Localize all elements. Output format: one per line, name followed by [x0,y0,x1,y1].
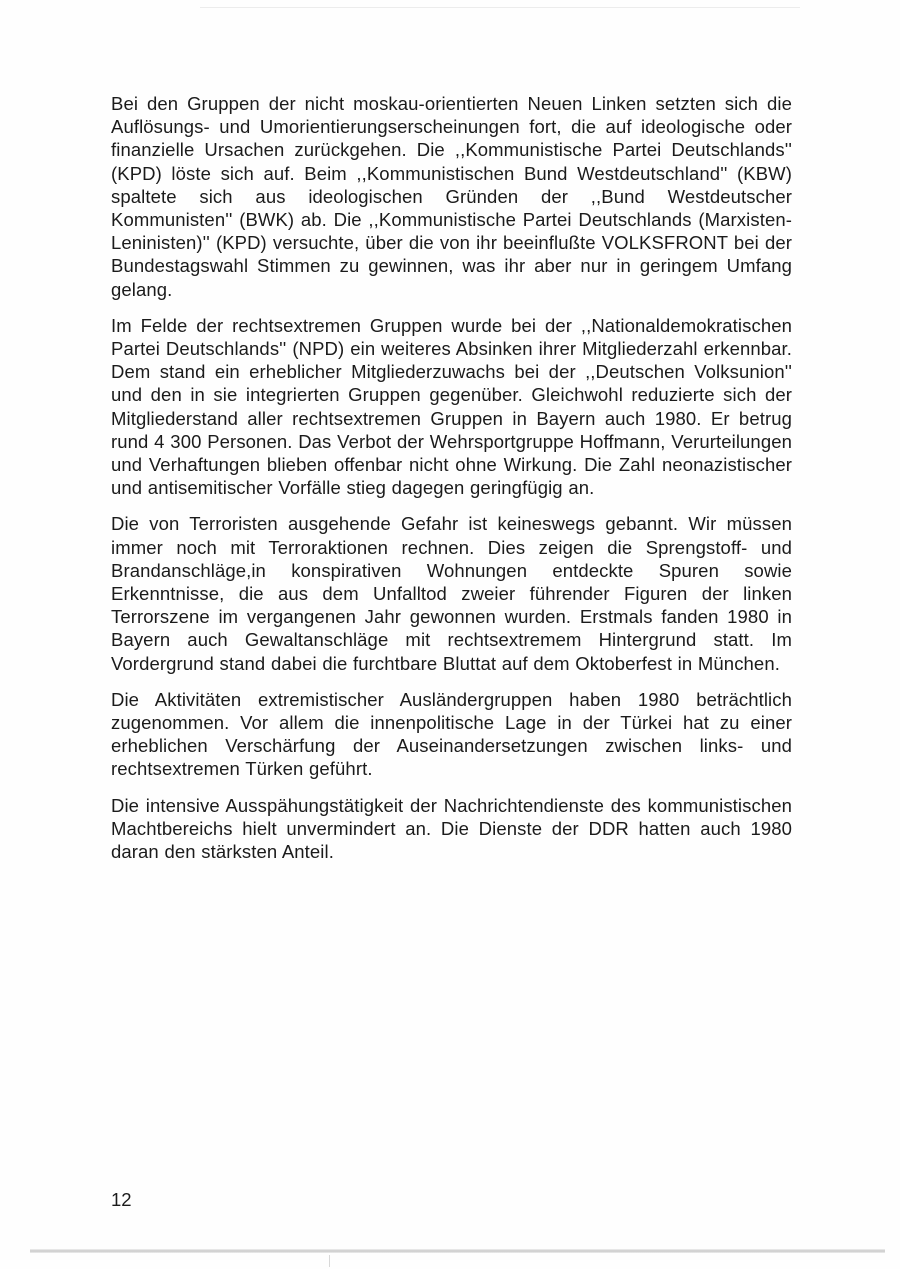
paragraph-terrorism: Die von Terroristen ausgehende Gefahr ist keineswegs gebannt. Wir müssen immer noch mit Terroraktionen rechnen. Dies zeigen die Sprengstoff- und Brandanschläge,in konspirativen Wohnungen entdeckte Spuren sowie Erkenntnisse, die aus dem Unfalltod zweier führender Figuren der linken Terrorszene im vergangenen Jahr gewonnen wurden. Erstmals fanden 1980 in Bayern auch Gewaltanschläge mit rechtsextremem Hintergrund statt. Im Vordergrund stand dabei die furchtbare Bluttat auf dem Oktoberfest in München. [111,513,792,674]
scan-edge-bottom [30,1249,885,1253]
page-number: 12 [111,1189,132,1210]
paragraph-foreign-groups: Die Aktivitäten extremistischer Ausländergruppen haben 1980 beträchtlich zugenommen. Vor allem die innenpolitische Lage in der Türkei hat zu einer erheblichen Verschärfung der Auseinandersetzungen zwischen links- und rechtsextremen Türken geführt. [111,688,792,780]
paragraph-espionage: Die intensive Ausspähungstätigkeit der Nachrichtendienste des kommunistischen Machtbereichs hielt unvermindert an. Die Dienste der DDR hatten auch 1980 daran den stärksten Anteil. [111,794,792,863]
scan-edge-top [200,7,800,8]
body-text [111,92,792,876]
paragraph-left-groups: Bei den Gruppen der nicht moskau-orientierten Neuen Linken setzten sich die Auflösungs- und Umorientierungserscheinungen fort, die auf ideologische oder finanzielle Ursachen zurückgehen. Die ,,Kommunistische Partei Deutschlands'' (KPD) löste sich auf. Beim ,,Kommunistischen Bund Westdeutschland'' (KBW) spaltete sich aus ideologischen Gründen der ,,Bund Westdeutscher Kommunisten'' (BWK) ab. Die ,,Kommunistische Partei Deutschlands (Marxisten-Leninisten)'' (KPD) versuchte, über die von ihr beeinflußte VOLKSFRONT bei der Bundestagswahl Stimmen zu gewinnen, was ihr aber nur in geringem Umfang gelang. [111,93,792,300]
paragraph-right-groups: Im Felde der rechtsextremen Gruppen wurde bei der ,,Nationaldemokratischen Partei Deutschlands'' (NPD) ein weiteres Absinken ihrer Mitgliederzahl erkennbar. Dem stand ein erheblicher Mitgliederzuwachs bei der ,,Deutschen Volksunion'' und den in sie integrierten Gruppen gegenüber. Gleichwohl reduzierte sich der Mitgliederstand aller rechtsextremen Gruppen in Bayern auch 1980. Er betrug rund 4 300 Personen. Das Verbot der Wehrsportgruppe Hoffmann, Verurteilungen und Verhaftungen blieben offenbar nicht ohne Wirkung. Die Zahl neonazistischer und antisemitischer Vorfälle stieg dagegen geringfügig an. [111,314,792,499]
scan-tick [329,1255,330,1267]
